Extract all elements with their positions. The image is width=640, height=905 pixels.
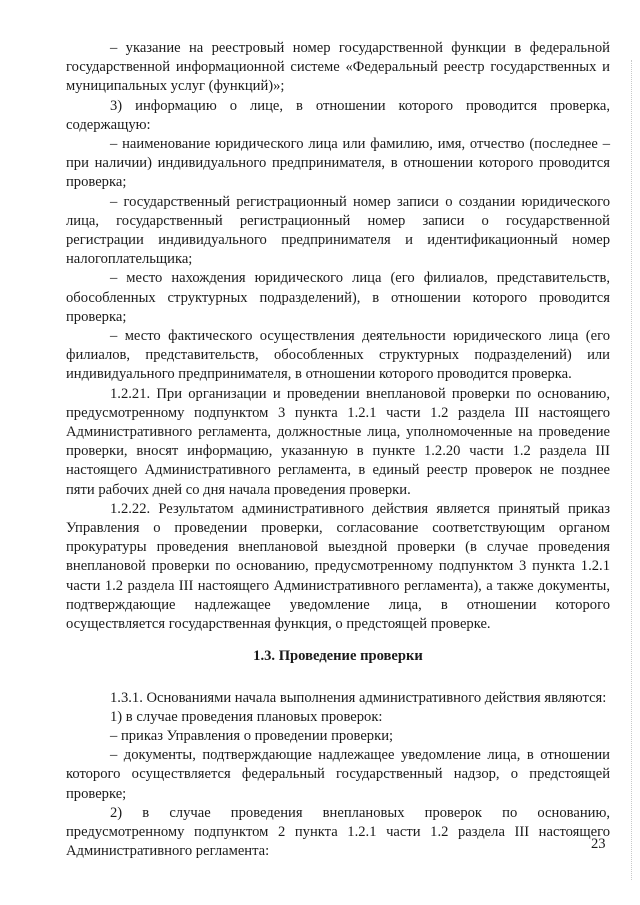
page-number: 23 xyxy=(591,836,606,852)
paragraph: 1.3.1. Основаниями начала выполнения административного действия являются: xyxy=(110,689,607,706)
document-body xyxy=(66,39,610,861)
paragraph: – наименование юридического лица или фамилию, имя, отчество (последнее – при наличии) индивидуального предпринимателя, в отношении которого проводится проверка; xyxy=(66,136,610,191)
paragraph: – указание на реестровый номер государственной функции в федеральной государственной информационной системе «Федеральный реестр государственных и муниципальных услуг (функций)»; xyxy=(66,40,610,95)
paragraph: 2) в случае проведения внеплановых проверок по основанию, предусмотренному подпунктом 2 пункта 1.2.1 части 1.2 раздела III настоящего Административного регламента: xyxy=(66,804,610,860)
section-heading: 1.3. Проведение проверки xyxy=(253,648,423,665)
scan-margin-mark xyxy=(631,60,638,880)
paragraph: 1) в случае проведения плановых проверок: xyxy=(110,708,383,725)
paragraph: 3) информацию о лице, в отношении которого проводится проверка, содержащую: xyxy=(66,97,610,133)
paragraph: – приказ Управления о проведении проверки; xyxy=(110,727,394,744)
paragraph: – государственный регистрационный номер записи о создании юридического лица, государственный регистрационный номер записи о государственной регистрации индивидуального предпринимателя и идентификационный номер налогоплательщика; xyxy=(66,193,610,268)
paragraph: – место нахождения юридического лица (его филиалов, представительств, обособленных структурных подразделений), в отношении которого проводится проверка; xyxy=(66,270,610,325)
paragraph: – место фактического осуществления деятельности юридического лица (его филиалов, представительств, обособленных структурных подразделений) или индивидуального предпринимателя, в отношении которого проводится проверка. xyxy=(66,328,610,383)
paragraph: 1.2.22. Результатом административного действия является принятый приказ Управления о проведении проверки, согласование соответствующим органом прокуратуры проведения внеплановой выездной проверки (в случае проведения внеплановой проверки по основанию, предусмотренному подпунктом 3 пункта 1.2.1 части 1.2 раздела III настоящего Административного регламента), а также документы, подтверждающие надлежащее уведомление лица, в отношении которого осуществляется государственная функция, о предстоящей проверке. xyxy=(66,500,610,633)
paragraph: – документы, подтверждающие надлежащее уведомление лица, в отношении которого осуществляется федеральный государственный надзор, о предстоящей проверке; xyxy=(66,747,610,802)
paragraph: 1.2.21. При организации и проведении внеплановой проверки по основанию, предусмотренному подпунктом 3 пункта 1.2.1 части 1.2 раздела III настоящего Административного регламента, должностные лица, уполномоченные на проведение проверки, вносят информацию, указанную в пункте 1.2.20 части 1.2 раздела III настоящего Административного регламента, в единый реестр проверок не позднее пяти рабочих дней со дня начала проведения проверки. xyxy=(66,385,610,498)
